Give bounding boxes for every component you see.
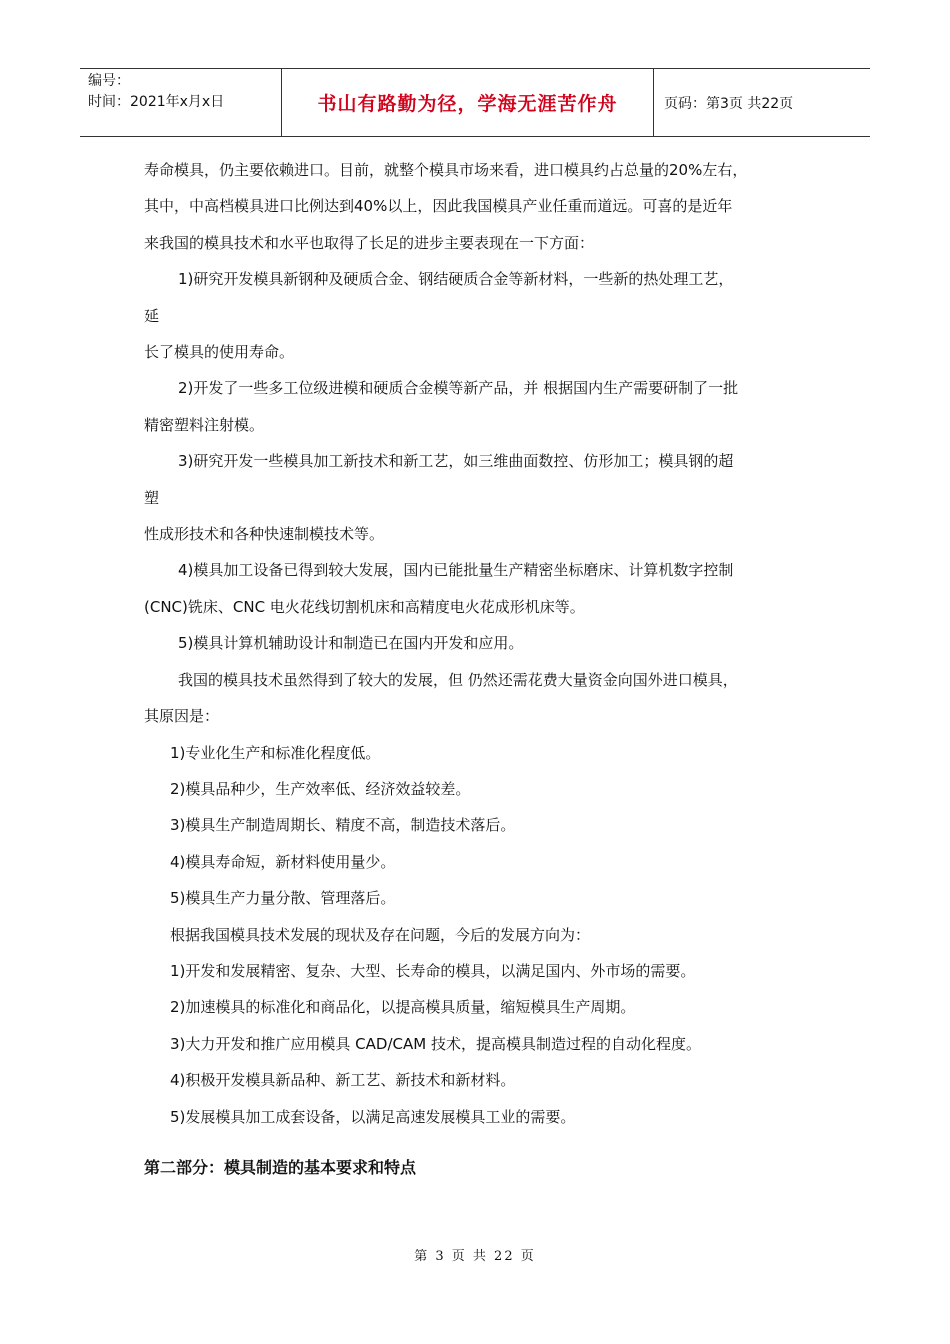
list-item: 4)模具寿命短，新材料使用量少。 xyxy=(170,852,396,871)
list-item: 2)模具品种少，生产效率低、经济效益较差。 xyxy=(170,779,471,798)
document-number-label: 编号： xyxy=(88,73,130,89)
paragraph-line: 根据我国模具技术发展的现状及存在问题，今后的发展方向为： xyxy=(170,925,591,944)
paragraph-line: 精密塑料注射模。 xyxy=(144,415,265,434)
list-item: 1)专业化生产和标准化程度低。 xyxy=(170,743,381,762)
list-item: 2)加速模具的标准化和商品化，以提高模具质量，缩短模具生产周期。 xyxy=(170,998,636,1017)
paragraph-line: (CNC)铣床、CNC 电火花线切割机床和高精度电火花成形机床等。 xyxy=(144,597,585,616)
list-item: 5)模具计算机辅助设计和制造已在国内开发和应用。 xyxy=(178,634,524,653)
document-header xyxy=(80,68,870,137)
header-motto-cell xyxy=(282,69,654,136)
list-item: 2)开发了一些多工位级进模和硬质合金模等新产品，并 根据国内生产需要研制了一批 xyxy=(178,379,739,398)
header-meta xyxy=(80,69,282,136)
list-item: 4)积极开发模具新品种、新工艺、新技术和新材料。 xyxy=(170,1071,516,1090)
list-item: 1)研究开发模具新钢种及硬质合金、钢结硬质合金等新材料，一些新的热处理工艺， xyxy=(178,270,734,289)
page-footer: 第 3 页 共 22 页 xyxy=(414,1249,536,1264)
list-item: 4)模具加工设备已得到较大发展，国内已能批量生产精密坐标磨床、计算机数字控制 xyxy=(178,561,734,580)
list-item: 5)发展模具加工成套设备，以满足高速发展模具工业的需要。 xyxy=(170,1107,576,1126)
paragraph-line: 来我国的模具技术和水平也取得了长足的进步主要表现在一下方面： xyxy=(144,233,595,252)
paragraph-line: 塑 xyxy=(144,488,160,507)
paragraph-line: 其原因是： xyxy=(144,707,220,726)
list-item: 1)开发和发展精密、复杂、大型、长寿命的模具，以满足国内、外市场的需要。 xyxy=(170,961,696,980)
header-motto: 书山有路勤为径，学海无涯苦作舟 xyxy=(317,93,618,115)
list-item: 3)大力开发和推广应用模具 CAD/CAM 技术，提高模具制造过程的自动化程度。 xyxy=(170,1034,701,1053)
document-body xyxy=(144,152,824,1135)
paragraph-line: 性成形技术和各种快速制模技术等。 xyxy=(144,525,385,544)
list-item: 5)模具生产力量分散、管理落后。 xyxy=(170,889,396,908)
paragraph-line: 我国的模具技术虽然得到了较大的发展，但 仍然还需花费大量资金向国外进口模具， xyxy=(178,670,738,689)
paragraph-line: 延 xyxy=(144,306,160,325)
section-heading: 第二部分：模具制造的基本要求和特点 xyxy=(144,1158,417,1177)
list-item: 3)模具生产制造周期长、精度不高，制造技术落后。 xyxy=(170,816,516,835)
header-page-cell xyxy=(654,69,870,136)
paragraph-line: 长了模具的使用寿命。 xyxy=(144,343,295,362)
paragraph-line: 其中，中高档模具进口比例达到40%以上，因此我国模具产业任重而道远。可喜的是近年 xyxy=(144,197,733,216)
paragraph-line: 寿命模具，仍主要依赖进口。目前，就整个模具市场来看，进口模具约占总量的20%左右， xyxy=(144,161,748,179)
header-page-label: 页码：第3页 共22页 xyxy=(664,95,794,112)
document-date: 时间：2021年x月x日 xyxy=(88,94,225,110)
list-item: 3)研究开发一些模具加工新技术和新工艺，如三维曲面数控、仿形加工；模具钢的超 xyxy=(178,452,734,471)
